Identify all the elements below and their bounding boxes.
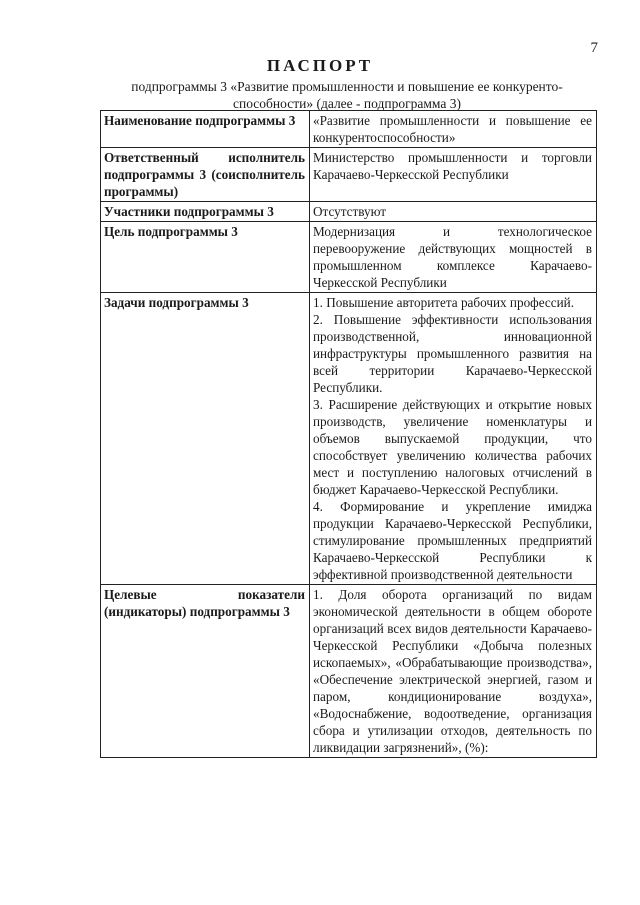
row-label: Ответственный исполнитель подпрограммы 3 (соисполнитель программы) <box>101 148 310 202</box>
table-row-indicators <box>101 585 597 758</box>
row-label: Наименование подпрограммы 3 <box>101 111 310 148</box>
row-label: Цель подпрограммы 3 <box>101 222 310 293</box>
task-item: 4. Формирование и укрепление имиджа продукции Карачаево-Черкесской Республики, стимулирование промышленных предприятий Карачаево-Черкесской Республики к эффективной производственной деятельности <box>313 499 592 582</box>
document-title: ПАСПОРТ <box>266 56 374 75</box>
page-number: 7 <box>590 40 598 56</box>
document-subtitle: подпрограммы 3 «Развитие промышленности и повышение ее конкуренто-способности» (далее - подпрограмма 3) <box>131 79 563 111</box>
row-value: 1. Доля оборота организаций по видам экономической деятельности в общем обороте организаций всех видов деятельности Карачаево-Черкесской Республики «Добыча полезных ископаемых», «Обрабатывающие производства», «Обеспечение электрической энергией, газом и паром, кондиционирование воздуха», «Водоснабжение, водоотведение, организация сбора и утилизации отходов, деятельность по ликвидации загрязнений», (%): <box>310 585 597 758</box>
row-value-list <box>310 293 597 585</box>
table-row-participants <box>101 202 597 222</box>
row-label: Участники подпрограммы 3 <box>101 202 310 222</box>
row-value: «Развитие промышленности и повышение ее конкурентоспособности» <box>310 111 597 148</box>
row-value: Модернизация и технологическое перевооружение действующих мощностей в промышленном комплексе Карачаево-Черкесской Республики <box>310 222 597 293</box>
task-item: 1. Повышение авторитета рабочих профессий. <box>313 295 575 310</box>
task-item: 2. Повышение эффективности использования производственной, инновационной инфраструктуры промышленного развития на всей территории Карачаево-Черкесской Республики. <box>313 312 592 395</box>
table-row-name <box>101 111 597 148</box>
row-label: Целевые показатели (индикаторы) подпрограммы 3 <box>101 585 310 758</box>
row-value: Отсутствуют <box>310 202 597 222</box>
passport-table <box>100 110 597 758</box>
table-row-goal <box>101 222 597 293</box>
table-row-executor <box>101 148 597 202</box>
row-label: Задачи подпрограммы 3 <box>101 293 310 585</box>
task-item: 3. Расширение действующих и открытие новых производств, увеличение номенклатуры и объемов выпускаемой продукции, что способствует увеличению количества рабочих мест и поступлению налоговых отчислений в бюджет Карачаево-Черкесской Республики. <box>313 397 592 497</box>
table-row-tasks <box>101 293 597 585</box>
row-value: Министерство промышленности и торговли Карачаево-Черкесской Республики <box>310 148 597 202</box>
